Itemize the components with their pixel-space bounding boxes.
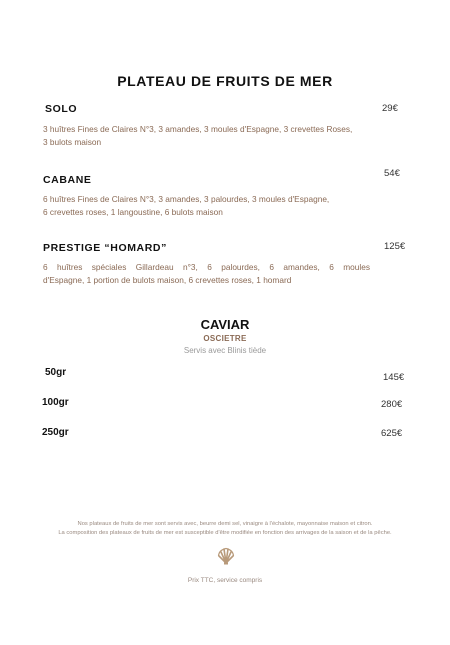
caviar-price-250: 625€ xyxy=(381,428,403,439)
plateau-title: PLATEAU DE FRUITS DE MER xyxy=(117,73,333,89)
footer-line-2: La composition des plateaux de fruits de mer est susceptible d'être modifiée en fonction des arrivages de la saison et de la pêche. xyxy=(58,530,392,536)
item-desc-solo xyxy=(43,123,383,148)
desc-line: 6 crevettes roses, 1 langoustine, 6 bulots maison xyxy=(43,206,223,217)
item-name-cabane: CABANE xyxy=(43,174,92,186)
caviar-title: CAVIAR xyxy=(200,317,250,332)
item-price-solo: 29€ xyxy=(382,103,398,114)
desc-line: 6 huîtres spéciales Gillardeau n°3, 6 palourdes, 6 amandes, 6 moules xyxy=(43,262,370,272)
item-desc-cabane xyxy=(43,193,383,218)
desc-line: 3 bulots maison xyxy=(43,136,102,147)
desc-line: d'Espagne, 1 portion de bulots maison, 6 crevettes roses, 1 homard xyxy=(43,274,292,285)
item-price-prestige: 125€ xyxy=(384,241,406,252)
desc-line: 3 huîtres Fines de Claires N°3, 3 amandes, 3 moules d'Espagne, 3 crevettes Roses, xyxy=(43,124,353,134)
caviar-price-50: 145€ xyxy=(383,372,405,383)
caviar-price-100: 280€ xyxy=(381,399,403,410)
caviar-size-100: 100gr xyxy=(42,397,69,408)
caviar-subtitle: OSCIETRE xyxy=(203,334,247,343)
caviar-note: Servis avec Blinis tiède xyxy=(183,346,267,355)
footer-line-1: Nos plateaux de fruits de mer sont servis avec, beurre demi sel, vinaigre à l'échalote, mayonnaise maison et citron. xyxy=(77,521,373,527)
item-name-solo: SOLO xyxy=(45,103,78,115)
desc-line: 6 huîtres Fines de Claires N°3, 3 amandes, 3 palourdes, 3 moules d'Espagne, xyxy=(43,194,330,204)
caviar-size-50: 50gr xyxy=(45,367,67,378)
shell-icon xyxy=(216,547,236,565)
prices-note: Prix TTC, service compris xyxy=(187,577,263,584)
item-price-cabane: 54€ xyxy=(384,168,400,179)
caviar-size-250: 250gr xyxy=(42,427,69,438)
item-desc-prestige xyxy=(43,261,370,286)
item-name-prestige: PRESTIGE “HOMARD” xyxy=(43,242,167,254)
